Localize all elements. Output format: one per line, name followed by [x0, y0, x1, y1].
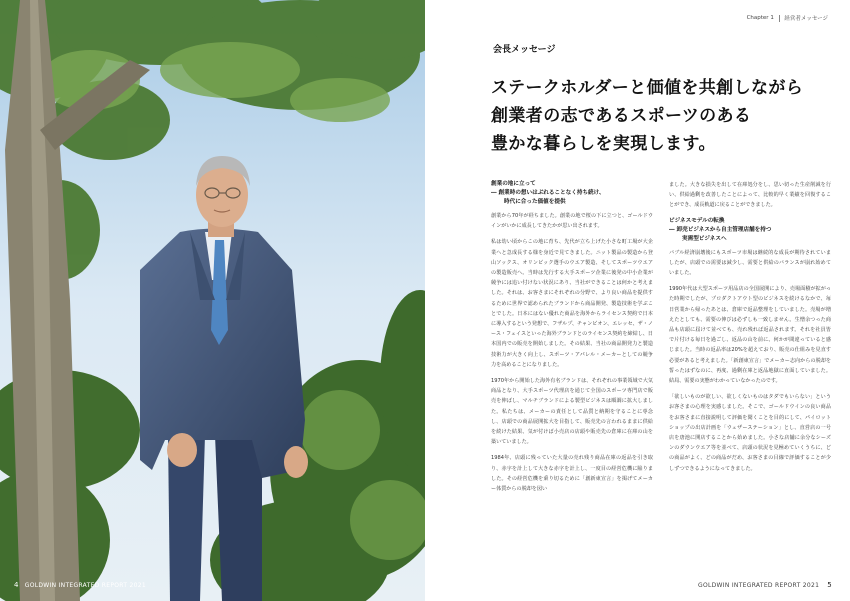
page-headline — [491, 74, 821, 158]
report-title-left: GOLDWIN INTEGRATED REPORT 2021 — [24, 582, 146, 589]
left-folio — [14, 581, 146, 589]
body-paragraph: バブル経済崩壊後にもスポーツ市場は継続的な成長が期待されていましたが、店頭での需要は減少し、需要と供給のバランスが崩れ始めていました。 — [669, 249, 831, 277]
subheading-line: ビジネスモデルの転換 — [669, 217, 725, 224]
page-number-right: 5 — [827, 581, 832, 589]
body-paragraph: 1984年、店頭に残っていた大量の売れ残り商品在庫の返品を引き取り、赤字を計上して大きな赤字を計上し、一度目の経営危機に陥りました。その経営危機を乗り切るために「創新東宣言」を掲げてメーカー体質からの脱却を図い — [491, 455, 653, 493]
subheading-line: 時代に合った価値を提供 — [504, 199, 566, 205]
body-paragraph: 1990年代は大型スポーツ用品店の全国展開により、売場面積が拡がった時期でしたが、プロダクトアウト型のビジネスを続けるなかで、毎日営業から帰ったあとは、倉庫で返品整理をしていました。売場が増えたとしても、需要の伸びは必ずしも一致しません。生憎余つった商品も店頭に届けて並べても、売れ残れば返品されます。それを社員皆で片付ける毎日を過ごし、返品の山を前に、何かが間違っていると感じました。当時の返品率は20%を超えており、販売の仕組みを見直す必要があると考えました。「新創東宣言」でメーカー志向からの脱却を誓ったはずなのに、再度、過剰在庫と返品地獄に直面していました。結局、需要の実態がわかっていなかったのです。 — [669, 286, 831, 385]
headline-line: 創業者の志であるスポーツのある — [491, 106, 752, 126]
subheading-line: ― 創業時の想いはぶれることなく持ち続け、 — [491, 190, 605, 196]
report-title-right: GOLDWIN INTEGRATED REPORT 2021 — [698, 582, 820, 589]
right-page — [425, 0, 850, 601]
body-paragraph: 1970年から開始した海外有名ブランドは、それぞれの事業領域で大気商品となり、大手スポーツ代理店を通じて全国のスポーツ専門店で販売を伸ばし、マルチブランドによる製型ビジネスは順調に拡大しました。私たちは、メーカーの責任として品質と納期を守ることに専念し、店頭での商品展開拡大を目指して、販売先の言われるままに供給を続けた結果、気が付けば小売店の店頭や販売先の倉庫に在庫の山を築いていました。 — [491, 378, 653, 446]
subheading — [491, 180, 653, 207]
headline-line: ステークホルダーと価値を共創しながら — [491, 78, 804, 98]
chapter-divider — [779, 15, 780, 22]
subheading-line: ― 卸売ビジネスから自主管理店舗を持つ — [669, 226, 772, 233]
chapter-header — [747, 14, 828, 22]
headline-line: 豊かな暮らしを実現します。 — [491, 134, 716, 154]
column-left — [491, 180, 653, 575]
subheading — [669, 217, 831, 244]
subheading-line: 創業の地に立って — [491, 181, 536, 187]
page-number-left: 4 — [14, 581, 19, 589]
chapter-section: 経営者メッセージ — [784, 16, 828, 22]
column-right — [669, 180, 831, 575]
right-folio — [698, 581, 832, 589]
chapter-label: Chapter 1 — [746, 15, 774, 21]
body-paragraph: 創業から70年が経ちました。創業の地で桜の下に立つと、ゴールドウインがいかに成長してきたかが思い出されます。 — [491, 213, 653, 230]
body-paragraph: ました。大きな損失を出して在庫処分をし、思い切った生産削減を行い、供給過剰を改善したことによって、比較的早く業績を回復することができ、成長軌道に戻ることができました。 — [669, 182, 831, 209]
subheading-line: 実需型ビジネスへ — [682, 235, 727, 242]
body-paragraph: 私は幼い頃からこの地に育ち、先代が立ち上げた小さな町工場が大企業へと急成長する様を身近で見てきました。ニット製品の製造から登山ソックス、オリンピック選手のウエア製造、そしてスポーツウエアの製造販売へ。当時は先行する大手スポーツ企業に後発の中小企業が競争には追い付けない状況にあり、当社ができることは何かと考えました。それは、お客さまにそれぞれの分野で、より良い商品を提供するために世界で認められたブランドから商品開発、製造技術を学ぶことでした。日本にはない優れた商品を海外からライセンス契約で日本に導入するという発想で、フザルプ、チャンピオン、エレッセ、ザ・ノース・フェイスといった海外ブランドとのライセンス契約を締結し、日本国内での販売を開始しました。その結果、当社の商品開発力と製造技術力が大きく向上し、スポーツ・アパレル・メーカーとしての競争力を高めることになりました。 — [491, 239, 653, 368]
body-paragraph: 「欲しいものが欲しい、欲しくないものはタダでもいらない」というお客さまの心理を実感しました。そこで、ゴールドウインの良い商品をお客さまに直接説明して評価を聞くことを目的にして、パイロットショップの出店計画を「ウェザーステーション」とし、直営店の一号店を唐池に開店することから始めました。小さな店舗に余分なシーズンのダウンウエア等を並べて、店頭の状況を見極めていくうちに、どの商品がよく、どの商品がだめ、お客さまの目線で評価することが少しずつできるようになってきました。 — [669, 394, 831, 472]
body-columns — [491, 180, 831, 575]
section-label: 会長メッセージ — [493, 45, 556, 55]
